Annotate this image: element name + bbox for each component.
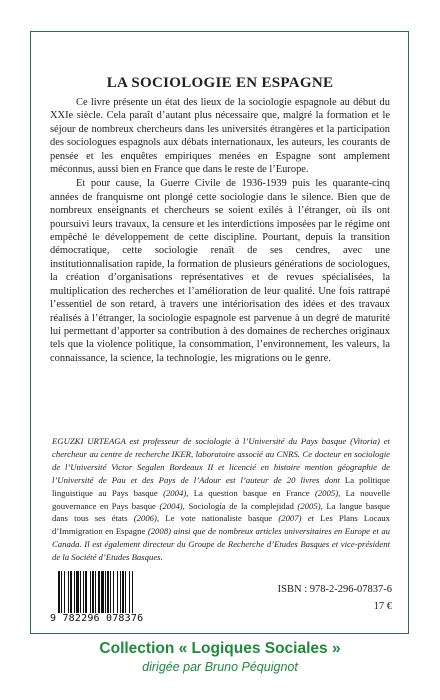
collection-name: Collection « Logiques Sociales »: [99, 640, 341, 657]
summary-paragraph-1: Ce livre présente un état des lieux de la sociologie espagnole au début du XXIe siècle. Cela paraît d’autant plus nécessaire que, malgré la formation et le séjour de nombreux chercheurs dans les universités étrangères et la participation des sociologues espagnols aux débats internationaux, les auteurs, les courants de pensée et les enquêtes empiriques menées en Espagne sont amplement méconnus, aussi bien en France que dans le reste de l’Europe.: [50, 97, 390, 176]
author-bio-segment: (2008) ainsi que de nombreux articles universitaires en Europe et au Canada. Il est également directeur du Groupe de Recherche d’Etudes Basques et vice-président de la Société d’Etudes Basques.: [52, 526, 391, 563]
author-bio-segment: La question basque en France: [193, 487, 315, 498]
book-title: LA SOCIOLOGIE EN ESPAGNE: [106, 75, 334, 91]
barcode-bars-icon: [58, 571, 172, 613]
barcode: [50, 568, 180, 630]
author-bio-segment: La langue basque dans tous ses états: [52, 500, 390, 524]
author-bio-segment: (2005),: [297, 500, 327, 511]
author-bio-segment: (2006),: [133, 513, 166, 524]
author-bio-segment: Les Plans Locaux d’Immigration en Espagne: [52, 513, 390, 537]
price: 17 €: [373, 601, 392, 612]
author-bio-segment: (2004),: [163, 487, 194, 498]
author-bio: [52, 435, 390, 564]
author-bio-paragraph: [52, 435, 390, 564]
collection-director: dirigée par Bruno Péquignot: [142, 660, 298, 674]
isbn: ISBN : 978-2-296-07837-6: [277, 584, 392, 595]
barcode-number: 9 782296 078376: [50, 613, 144, 624]
author-bio-segment: (2007) et: [278, 513, 321, 524]
author-bio-segment: Le vote nationaliste basque: [165, 513, 279, 524]
author-bio-segment: La politique linguistique au Pays basque: [52, 474, 390, 498]
author-bio-segment: EGUZKI URTEAGA est professeur de sociologie à l’Université du Pays basque (Vitoria) et chercheur au centre de recherche IKER, laboratoire associé au CNRS. Ce docteur en sociologie de l’Université Victor Segalen Bordeaux II et licencié en histoire mention géographie de l’Université de Pau et des Pays de l’Adour est l’auteur de 20 livres dont: [52, 436, 390, 485]
author-bio-segment: Sociología de la complejidad: [188, 500, 298, 511]
author-bio-segment: (2004),: [159, 500, 189, 511]
summary-paragraph-2: Et pour cause, la Guerre Civile de 1936-1939 puis les quarante-cinq années de franquisme ont plongé cette sociologie dans le silence. Bien que de nombreux enseignants et chercheurs se soient exilés à l’étranger, où ils ont poursuivi leurs travaux, la censure et les interdictions imposées par le régime ont empêché le développement de cette discipline. Pourtant, depuis la transition démocratique, cette sociologie renaît de ses cendres, avec une institutionnalisation rapide, la formation de plusieurs générations de sociologues, la création d’organisations représentatives et de revues spécialisées, la multiplication des recherches et l’amélioration de leur qualité. Une fois rattrapé l’essentiel de son retard, à travers une intériorisation des idées et des travaux réalisés à l’étranger, la sociologie espagnole est parvenue à un degré de maturité lui permettant d’apporter sa contribution à des domaines de recherches originaux tels que la violence politique, la consommation, l’environnement, les valeurs, la connaissance, la science, la technologie, les migrations ou le genre.: [50, 178, 390, 364]
author-bio-segment: La nouvelle gouvernance en Pays basque: [52, 487, 391, 511]
summary-text: [50, 96, 390, 365]
author-bio-segment: (2005),: [314, 487, 346, 498]
